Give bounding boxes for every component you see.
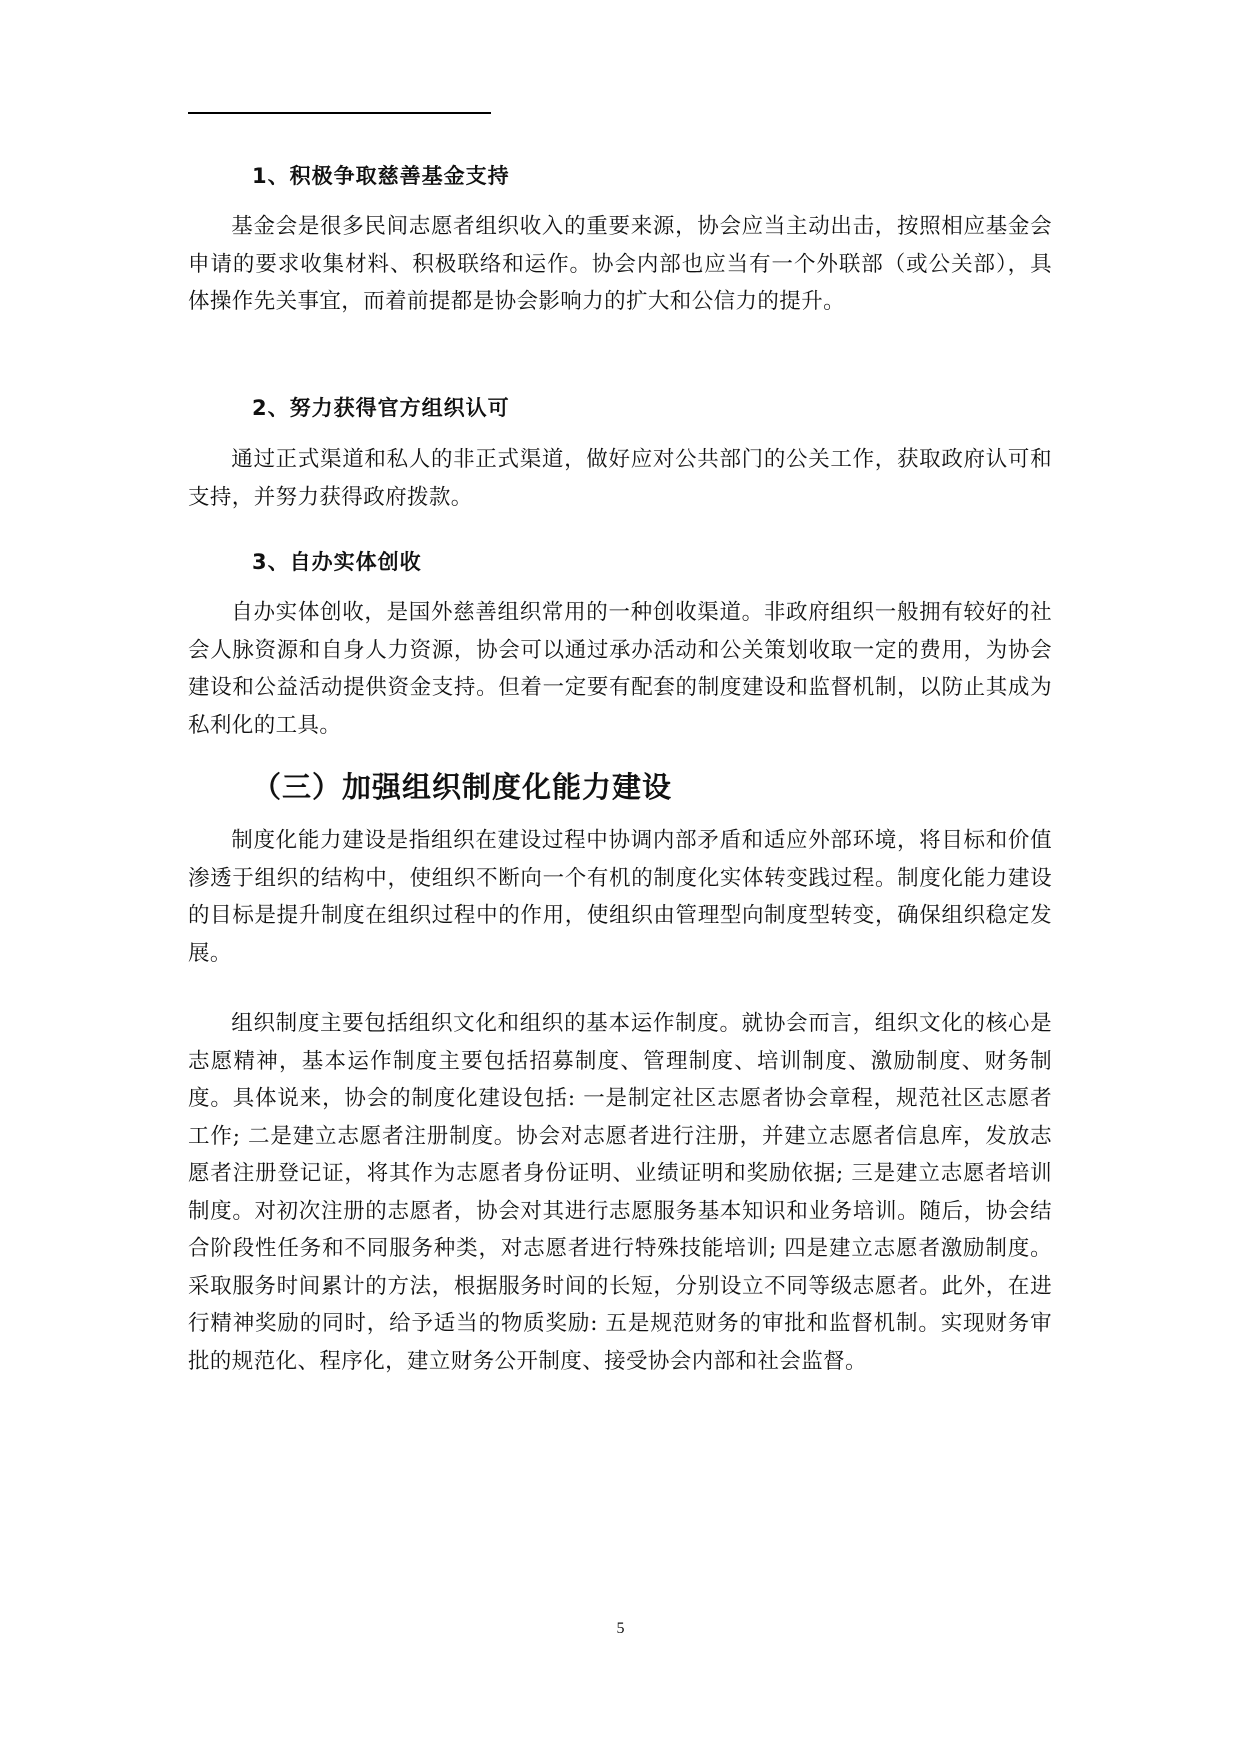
paragraph-text: 通过正式渠道和私人的非正式渠道，做好应对公共部门的公关工作，获取政府认可和支持，并努力获得政府拨款。 bbox=[188, 447, 1052, 510]
paragraph-self-income bbox=[188, 594, 1052, 744]
section-heading-institutional-capacity: （三）加强组织制度化能力建设 bbox=[252, 770, 673, 804]
paragraph-institutional-capacity bbox=[188, 822, 1052, 972]
paragraph-charity-fund bbox=[188, 208, 1052, 321]
paragraph-text: 制度化能力建设是指组织在建设过程中协调内部矛盾和适应外部环境，将目标和价值渗透于组织的结构中，使组织不断向一个有机的制度化实体转变践过程。制度化能力建设的目标是提升制度在组织过程中的作用，使组织由管理型向制度型转变，确保组织稳定发展。 bbox=[188, 828, 1052, 966]
paragraph-organizational-system bbox=[188, 1005, 1052, 1380]
footnote-separator-line bbox=[188, 112, 491, 114]
subheading-official-recognition: 2、努力获得官方组织认可 bbox=[252, 396, 510, 420]
subheading-self-income: 3、自办实体创收 bbox=[252, 550, 422, 574]
paragraph-official-recognition bbox=[188, 441, 1052, 516]
subheading-charity-fund: 1、积极争取慈善基金支持 bbox=[252, 164, 510, 188]
page-number: 5 bbox=[616, 1620, 625, 1637]
paragraph-text: 组织制度主要包括组织文化和组织的基本运作制度。就协会而言，组织文化的核心是志愿精神，基本运作制度主要包括招募制度、管理制度、培训制度、激励制度、财务制度。具体说来，协会的制度化建设包括: 一是制定社区志愿者协会章程，规范社区志愿者工作; 二是建立志愿者注册制度。协会对志愿者进行注册，并建立志愿者信息库，发放志愿者注册登记证，将其作为志愿者身份证明、业绩证明和奖励依据; 三是建立志愿者培训制度。对初次注册的志愿者，协会对其进行志愿服务基本知识和业务培训。随后，协会结合阶段性任务和不同服务种类，对志愿者进行特殊技能培训; 四是建立志愿者激励制度。采取服务时间累计的方法，根据服务时间的长短，分别设立不同等级志愿者。此外，在进行精神奖励的同时，给予适当的物质奖励: 五是规范财务的审批和监督机制。实现财务审批的规范化、程序化，建立财务公开制度、接受协会内部和社会监督。 bbox=[188, 1011, 1052, 1374]
paragraph-text: 基金会是很多民间志愿者组织收入的重要来源，协会应当主动出击，按照相应基金会申请的要求收集材料、积极联络和运作。协会内部也应当有一个外联部（或公关部），具体操作先关事宜，而着前提都是协会影响力的扩大和公信力的提升。 bbox=[188, 214, 1052, 314]
paragraph-text: 自办实体创收，是国外慈善组织常用的一种创收渠道。非政府组织一般拥有较好的社会人脉资源和自身人力资源，协会可以通过承办活动和公关策划收取一定的费用，为协会建设和公益活动提供资金支持。但着一定要有配套的制度建设和监督机制，以防止其成为私利化的工具。 bbox=[188, 600, 1052, 738]
